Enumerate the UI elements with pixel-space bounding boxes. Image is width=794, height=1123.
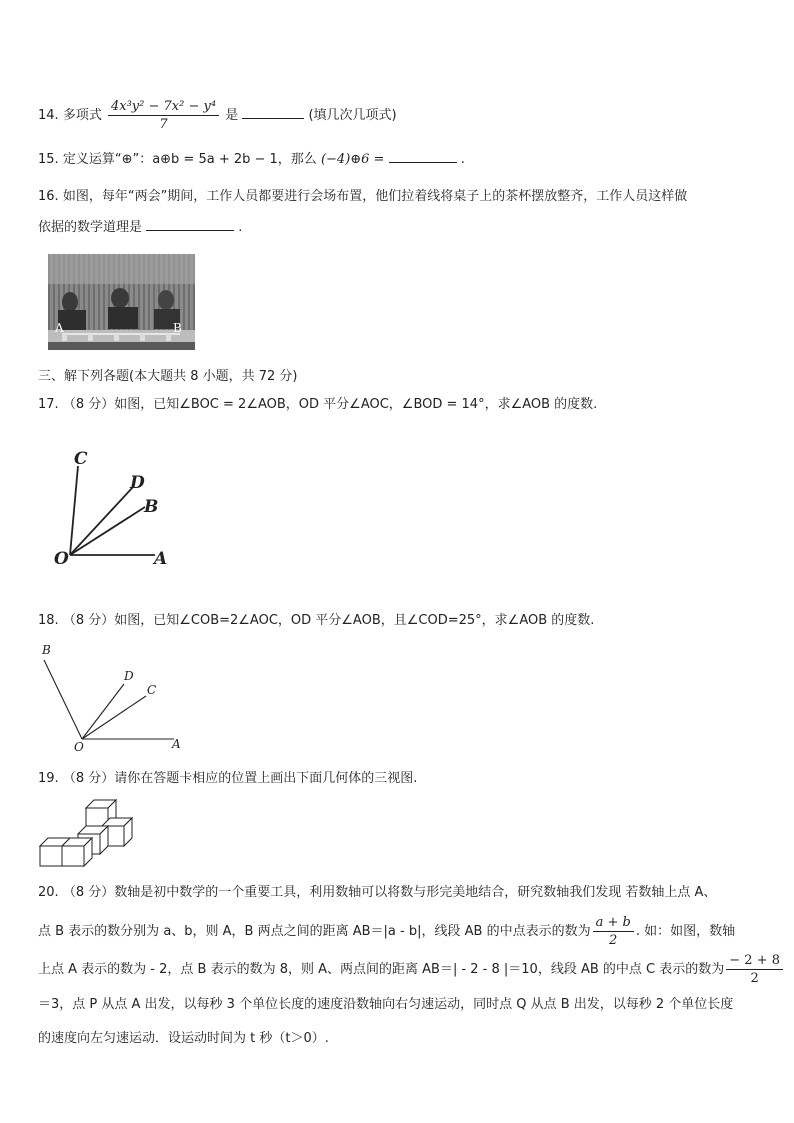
period: . <box>460 152 465 167</box>
question-number: 18. <box>38 613 59 628</box>
section-title: 三、解下列各题(本大题共 8 小题，共 72 分) <box>38 369 298 384</box>
polynomial-fraction <box>108 98 219 133</box>
question-text: 依据的数学道理是 <box>38 220 143 235</box>
answer-blank[interactable] <box>242 106 304 119</box>
question-text: （8 分）如图，已知∠COB=2∠AOC，OD 平分∠AOB，且∠COD=25°，求∠AOB 的度数. <box>62 613 595 628</box>
meeting-photo <box>48 254 195 350</box>
midpoint-fraction <box>593 914 634 949</box>
fraction-numerator: − 2 + 8 <box>726 952 783 970</box>
question-number: 17. <box>38 397 59 412</box>
label-o: O <box>74 740 84 754</box>
question-text: （8 分）请你在答题卡相应的位置上画出下面几何体的三视图. <box>62 771 418 786</box>
question-17 <box>38 396 597 414</box>
question-text: 是 <box>225 108 239 123</box>
question-hint: (填几次几项式) <box>308 108 397 123</box>
label-o: O <box>54 549 69 569</box>
question-text: 定义运算“⊕”：a⊕b = 5a + 2b − 1，那么 <box>62 152 317 167</box>
question-text: （8 分）数轴是初中数学的一个重要工具，利用数轴可以将数与形完美地结合，研究数轴我们发现 若数轴上点 A、 <box>62 885 717 900</box>
question-number: 20. <box>38 885 59 900</box>
label-d: D <box>124 669 134 683</box>
answer-blank[interactable] <box>389 150 457 163</box>
question-20-line-2 <box>38 914 736 948</box>
question-text: 上点 A 表示的数为 - 2，点 B 表示的数为 8，则 A、两点间的距离 AB＝| - 2 - 8 |＝10，线段 AB 的中点 C 表示的数为 <box>38 962 725 977</box>
question-20-line-5: 的速度向左匀速运动．设运动时间为 t 秒（t＞0）. <box>38 1031 329 1046</box>
photo-label-a: A <box>55 321 64 335</box>
period: . <box>238 220 243 235</box>
question-18 <box>38 612 594 630</box>
label-b: B <box>42 643 51 657</box>
question-number: 19. <box>38 771 59 786</box>
question-number: 14. <box>38 108 59 123</box>
question-16-line-2 <box>38 218 242 237</box>
question-20-line-4: ＝3，点 P 从点 A 出发，以每秒 3 个单位长度的速度沿数轴向右匀速运动，同时点 Q 从点 B 出发，以每秒 2 个单位长度 <box>38 997 734 1012</box>
question-text: （8 分）如图，已知∠BOC = 2∠AOB，OD 平分∠AOC，∠BOD = 14°，求∠AOB 的度数. <box>62 397 598 412</box>
label-d: D <box>130 473 145 493</box>
question-14 <box>38 98 397 133</box>
angle-diagram-18-svg <box>36 640 186 755</box>
example-fraction <box>726 952 783 987</box>
answer-blank[interactable] <box>146 218 234 231</box>
question-text: 点 B 表示的数分别为 a、b，则 A，B 两点之间的距离 AB＝|a - b|，线段 AB 的中点表示的数为 <box>38 924 591 939</box>
ray-oc <box>82 696 146 739</box>
ray-oc <box>70 466 78 555</box>
question-16-line-1 <box>38 188 687 206</box>
question-20-line-1 <box>38 884 716 902</box>
question-19 <box>38 770 417 788</box>
expression: (−4)⊕6 = <box>320 152 385 167</box>
cube-stack-diagram <box>36 796 136 874</box>
label-a: A <box>172 737 181 751</box>
ray-ob <box>44 660 82 739</box>
question-text: 如图，每年“两会”期间，工作人员都要进行会场布置，他们拉着线将桌子上的茶杯摆放整齐，工作人员这样做 <box>62 189 688 204</box>
cube-stack-svg <box>36 796 136 874</box>
label-b: B <box>144 497 159 517</box>
fraction-denominator: 2 <box>750 971 759 986</box>
fraction-denominator: 2 <box>609 933 618 948</box>
meeting-photo-image <box>48 254 195 350</box>
label-c: C <box>147 683 157 697</box>
ray-od <box>82 684 124 739</box>
question-20-line-3 <box>38 952 785 986</box>
fraction-denominator: 7 <box>159 117 168 132</box>
label-a: A <box>154 549 168 569</box>
fraction-numerator: a + b <box>593 914 634 932</box>
question-15 <box>38 150 465 169</box>
angle-diagram-18 <box>36 640 186 755</box>
question-number: 15. <box>38 152 59 167</box>
question-text: 多项式 <box>62 108 102 123</box>
fraction-numerator: 4x³y² − 7x² − y⁴ <box>108 98 219 116</box>
angle-diagram-17 <box>48 442 178 572</box>
question-number: 16. <box>38 189 59 204</box>
angle-diagram-17-svg <box>48 442 178 572</box>
question-text: . 如：如图，数轴 <box>635 924 736 939</box>
photo-label-b: B <box>173 321 182 335</box>
label-c: C <box>74 449 88 469</box>
